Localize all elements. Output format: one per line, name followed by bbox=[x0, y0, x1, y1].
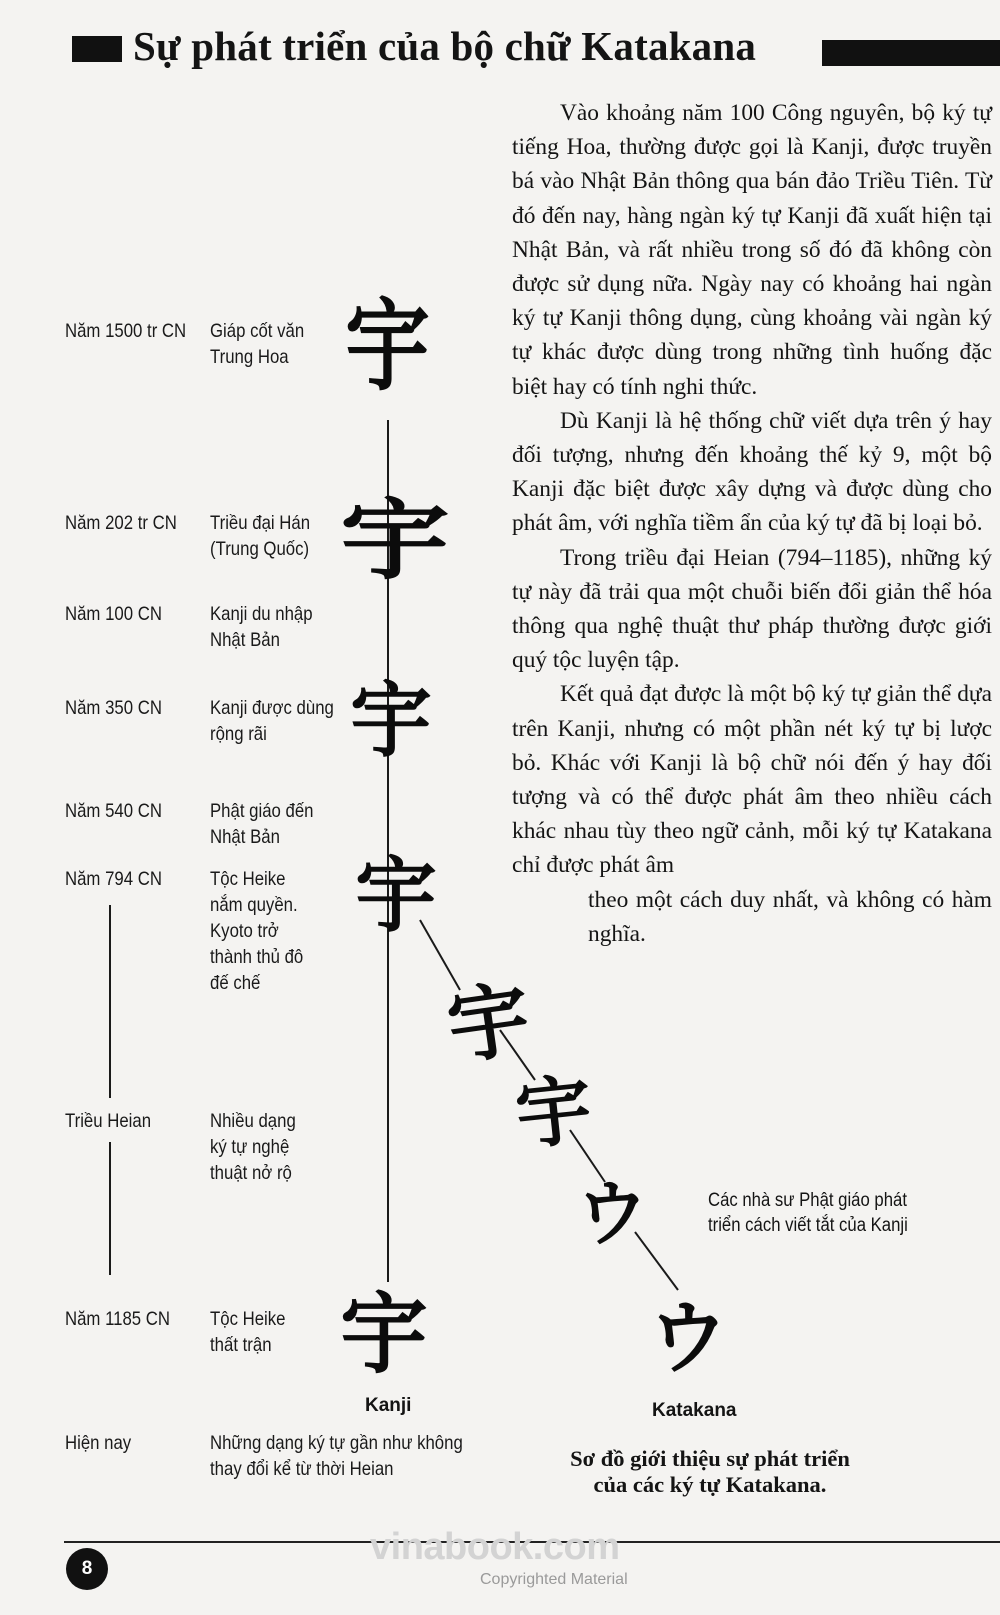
timeline-date: Năm 100 CN bbox=[65, 603, 162, 625]
timeline-event: Nhiều dạng ký tự nghệ thuật nở rộ bbox=[210, 1110, 296, 1184]
katakana-final-glyph: ウ bbox=[648, 1291, 728, 1385]
paragraph: Vào khoảng năm 100 Công nguyên, bộ ký tự tiếng Hoa, thường được gọi là Kanji, được truyền bá vào Nhật Bản thông qua bán đảo Triều Tiên. Từ đó đến nay, hàng ngàn ký tự Kanji đã xuất hiện tại Nhật Bản, và rất nhiều trong số đó đã không còn được sử dụng nữa. Ngày nay có khoảng hai ngàn ký tự Kanji thông dụng, cùng khoảng vài ngàn ký tự khác được dùng trong những tình huống đặc biệt hay có tính nghi thức. bbox=[512, 100, 992, 400]
copyright-text: Copyrighted Material bbox=[480, 1571, 628, 1588]
paragraph: theo một cách duy nhất, và không có hàm nghĩa. bbox=[588, 886, 992, 947]
kanji-label: Kanji bbox=[365, 1395, 412, 1416]
katakana-glyph: ウ bbox=[576, 1171, 649, 1256]
paragraph: Kết quả đạt được là một bộ ký tự giản thể dựa trên Kanji, nhưng có một phần nét ký tự bị lược bỏ. Khác với Kanji là bộ chữ nói đến ý hay đối tượng và có thể được phát âm theo nhiều cách khác nhau tùy theo ngữ cảnh, mỗi ký tự Katakana chỉ được phát âm bbox=[512, 681, 992, 879]
timeline-event: Kanji được dùng rộng rãi bbox=[210, 697, 334, 745]
paragraph: Dù Kanji là hệ thống chữ viết dựa trên ý hay đối tượng, nhưng đến khoảng thế kỷ 9, một bộ Kanji đặc biệt được xây dựng và được dùng cho phát âm, với nghĩa tiềm ẩn của ký tự đã bị loại bỏ. bbox=[512, 407, 992, 537]
page-title: Sự phát triển của bộ chữ Katakana bbox=[133, 23, 757, 69]
timeline-date: Năm 1500 tr CN bbox=[65, 320, 187, 342]
timeline-date: Năm 1185 CN bbox=[65, 1308, 171, 1330]
page-number: 8 bbox=[66, 1548, 108, 1590]
timeline-event: Tộc Heike nắm quyền. Kyoto trở thành thủ đô đế chế bbox=[210, 868, 304, 994]
timeline-event: Những dạng ký tự gần như không thay đổi kể từ thời Heian bbox=[210, 1432, 463, 1480]
oracle-bone-glyph: 宇 bbox=[345, 287, 430, 405]
han-glyph: 宇 bbox=[340, 488, 451, 592]
timeline-date: Năm 794 CN bbox=[65, 868, 162, 890]
diagram-caption bbox=[520, 1446, 900, 1498]
timeline-date: Năm 202 tr CN bbox=[65, 512, 177, 534]
kanji-glyph: 宇 bbox=[350, 673, 433, 769]
timeline-event: Phật giáo đến Nhật Bản bbox=[210, 800, 314, 848]
katakana-label: Katakana bbox=[652, 1400, 737, 1421]
diagram-caption-line: Sơ đồ giới thiệu sự phát triển bbox=[570, 1446, 850, 1471]
timeline-date: Năm 540 CN bbox=[65, 800, 162, 822]
watermark: vinabook.com bbox=[370, 1526, 620, 1568]
diagram-caption-line: của các ký tự Katakana. bbox=[593, 1472, 827, 1497]
cursive-glyph: 宇 bbox=[441, 970, 537, 1078]
timeline-event: Giáp cốt văn Trung Hoa bbox=[210, 320, 305, 368]
paragraph: Trong triều đại Heian (794–1185), những ký tự này đã trải qua một chuỗi biến đổi giản thể hóa thông qua nghệ thuật thư pháp thường được giới quý tộc luyện tập. bbox=[512, 544, 992, 674]
timeline-event: Tộc Heike thất trận bbox=[210, 1308, 286, 1356]
kanji-final-glyph: 宇 bbox=[340, 1282, 429, 1386]
timeline-date: Năm 350 CN bbox=[65, 697, 162, 719]
timeline-date: Hiện nay bbox=[65, 1432, 132, 1454]
monk-note: Các nhà sư Phật giáo phát triển cách viết tắt của Kanji bbox=[708, 1190, 908, 1236]
timeline-date: Triều Heian bbox=[65, 1110, 152, 1132]
timeline-event: Kanji du nhập Nhật Bản bbox=[210, 603, 313, 651]
timeline-event: Triều đại Hán (Trung Quốc) bbox=[210, 512, 311, 560]
kanji-glyph: 宇 bbox=[355, 848, 438, 944]
cursive-glyph: 宇 bbox=[511, 1064, 597, 1161]
